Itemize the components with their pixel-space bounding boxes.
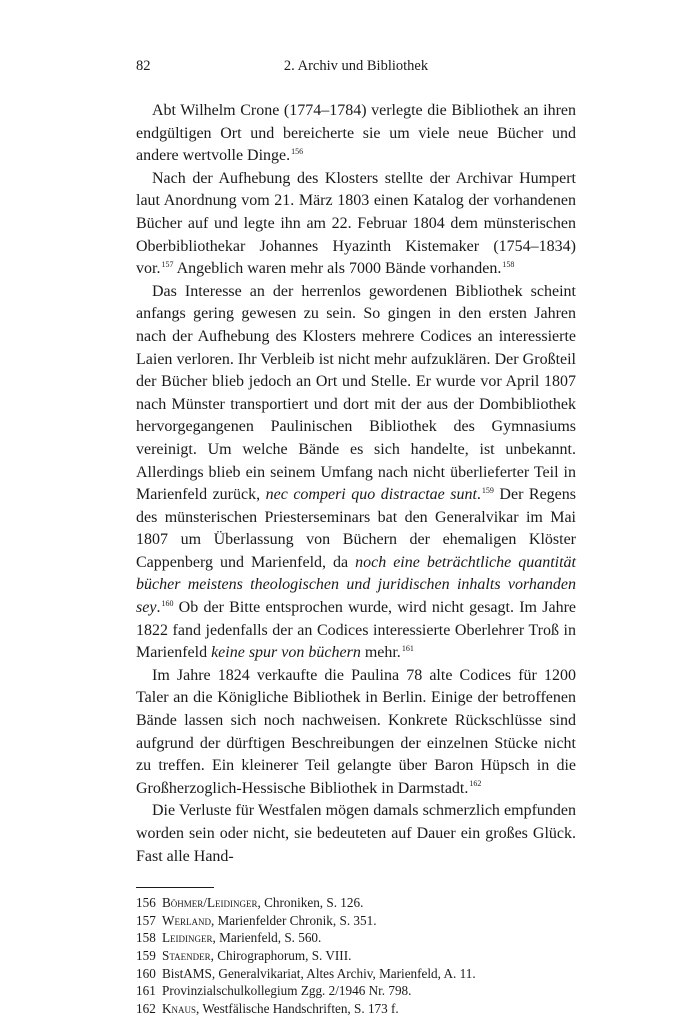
author-name: Böhmer/Leidinger <box>162 895 258 911</box>
footnote-number: 162 <box>136 1000 156 1016</box>
citation-text: Provinzialschulkollegium Zgg. 2/1946 Nr. 798. <box>162 983 412 999</box>
citation-text: , Chirographorum, S. VIII. <box>210 947 352 963</box>
italic-quote: nec comperi quo distractae sunt <box>265 486 477 504</box>
text-segment: Nach der Aufhebung des Klosters stellte der Archivar Humpert laut Anordnung vom 21. März 1803 einen Katalog der vorhandenen Bücher auf und legte ihn am 22. Februar 1804 dem münsterischen Oberbibliothekar Johannes Hyazinth Kistemaker (1754–1834) vor. <box>136 169 576 278</box>
footnote-reference: 156 <box>291 146 304 156</box>
body-text <box>136 100 576 868</box>
text-segment: Ob der Bitte entsprochen wurde, wird nicht gesagt. Im Jahre 1822 fand jedenfalls der an Codices interessierte Oberlehrer Troß in Marienfeld <box>136 599 576 662</box>
citation-text: BistAMS, Generalvikariat, Altes Archiv, Marienfeld, A. 11. <box>162 965 476 981</box>
author-name: Werland <box>162 912 211 928</box>
text-segment: Im Jahre 1824 verkaufte die Paulina 78 alte Codices für 1200 Taler an die Königliche Bibliothek in Berlin. Einige der betroffenen Bände lassen sich noch nachweisen. Konkrete Rückschlüsse sind aufgrund der dürftigen Beschreibungen der einzelnen Stücke nicht zu treffen. Ein kleinerer Teil gelangte über Baron Hüpsch in die Großherzoglich-Hessische Bibliothek in Darmstadt. <box>136 666 576 797</box>
author-name: Staender <box>162 947 211 963</box>
footnote <box>136 965 576 983</box>
author-name: Leidinger <box>162 930 213 946</box>
footnotes <box>136 894 576 1017</box>
paragraph <box>136 168 576 281</box>
footnote-reference: 159 <box>481 485 494 495</box>
paragraph <box>136 100 576 168</box>
text-segment: . <box>156 599 161 617</box>
footnote <box>136 947 576 965</box>
chapter-title: 2. Archiv und Bibliothek <box>283 58 429 74</box>
footnote-text <box>162 929 321 947</box>
running-head <box>136 58 576 80</box>
footnote <box>136 1000 576 1017</box>
footnote-text <box>162 912 377 930</box>
footnote-text <box>162 947 351 965</box>
footnote <box>136 894 576 912</box>
italic-quote: keine spur von büchern <box>211 644 361 662</box>
citation-text: , Westfälische Handschriften, S. 173 f. <box>196 1000 399 1016</box>
footnote-number: 160 <box>136 965 156 981</box>
footnote-text <box>162 982 411 1000</box>
text-segment: mehr. <box>360 644 401 662</box>
paragraph <box>136 665 576 801</box>
footnote <box>136 912 576 930</box>
footnote-text <box>162 894 363 912</box>
text-segment: Der Regens des münsterischen Priesterseminars bat den Generalvikar im Mai 1807 um Überlassung von Büchern der ehemaligen Klöster Cappenberg und Marienfeld, da <box>136 486 576 571</box>
footnote-reference: 162 <box>469 779 482 789</box>
citation-text: , Marienfelder Chronik, S. 351. <box>210 912 377 928</box>
text-segment: . <box>476 486 481 504</box>
footnote-reference: 158 <box>502 259 515 269</box>
text-segment: Das Interesse an der herrenlos gewordenen Bibliothek scheint anfangs gering gewesen zu sein. So gingen in den ersten Jahren nach der Aufhebung des Klosters mehrere Codices an interessierte Laien verloren. Ihr Verbleib ist nicht mehr aufzuklären. Der Großteil der Bücher blieb jedoch an Ort und Stelle. Er wurde vor April 1807 nach Münster transportiert und dort mit der aus der Dombibliothek hervorgegangenen Paulinischen Bibliothek des Gymnasiums vereinigt. Um welche Bände es sich handelte, ist unbekannt. Allerdings blieb ein seinem Umfang nach nicht überlieferter Teil in Marienfeld zurück, <box>136 282 576 504</box>
footnote-number: 161 <box>136 983 156 999</box>
citation-text: , Marienfeld, S. 560. <box>212 930 322 946</box>
footnote-number: 158 <box>136 930 156 946</box>
page-number: 82 <box>136 58 151 74</box>
footnote-reference: 161 <box>401 643 414 653</box>
citation-text: , Chroniken, S. 126. <box>257 895 364 911</box>
footnote-number: 157 <box>136 912 156 928</box>
text-segment: Die Verluste für Westfalen mögen damals schmerzlich empfunden worden sein oder nicht, sie bedeuteten auf Dauer ein großes Glück. Fast alle Hand- <box>136 802 576 865</box>
footnote-number: 156 <box>136 895 156 911</box>
footnote-text <box>162 965 476 983</box>
footnote <box>136 929 576 947</box>
author-name: Knaus <box>162 1000 197 1016</box>
paragraph <box>136 281 576 665</box>
footnote-divider <box>136 887 214 888</box>
footnote-reference: 160 <box>161 598 174 608</box>
footnote <box>136 982 576 1000</box>
footnote-text <box>162 1000 399 1017</box>
footnote-number: 159 <box>136 947 156 963</box>
book-page <box>136 58 576 1017</box>
paragraph <box>136 800 576 868</box>
text-segment: Angeblich waren mehr als 7000 Bände vorhanden. <box>173 260 502 278</box>
italic-quote: noch eine beträchtliche quantität bücher meistens theologischen und juridischen inhalts vorhanden sey <box>136 553 576 617</box>
text-segment: Abt Wilhelm Crone (1774–1784) verlegte die Bibliothek an ihren endgültigen Ort und bereicherte sie um viele neue Bücher und andere wertvolle Dinge. <box>136 102 576 165</box>
footnote-reference: 157 <box>161 259 174 269</box>
